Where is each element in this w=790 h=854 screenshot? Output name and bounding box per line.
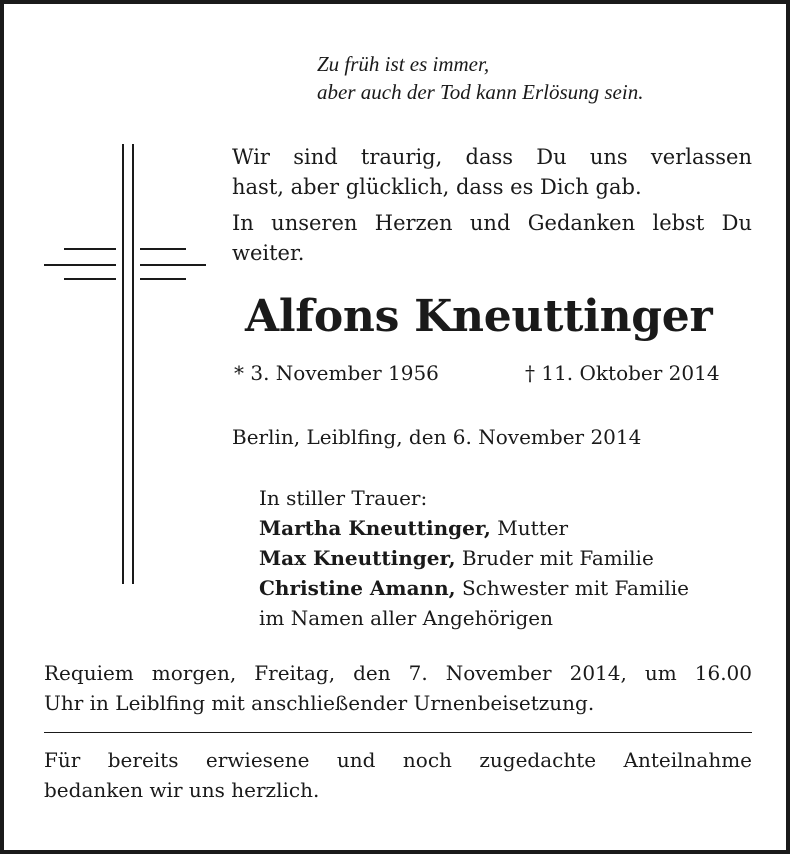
sentiment-1-line-2: hast, aber glücklich, dass es Dich gab.: [232, 175, 642, 199]
mourner-entry: [259, 573, 689, 603]
requiem-notice: [44, 658, 752, 718]
mourners-intro: In stiller Trauer:: [259, 486, 428, 510]
death-date: † 11. Oktober 2014: [525, 361, 720, 385]
deceased-name: Alfons Kneuttinger: [245, 291, 713, 342]
cross-icon: [44, 144, 206, 586]
mourners-closing: im Namen aller Angehörigen: [259, 606, 554, 630]
mourner-name: Martha Kneuttinger,: [259, 516, 491, 540]
sentiment-2-line-1: In unseren Herzen und Gedanken lebst Du: [232, 211, 752, 235]
mourner-entry: [259, 543, 689, 573]
sentiment-paragraph-1: [232, 142, 752, 202]
motto-line-1: Zu früh ist es immer,: [317, 52, 490, 76]
requiem-line-1: Requiem morgen, Freitag, den 7. November 2014, um 16.00: [44, 661, 752, 685]
thanks-notice: [44, 745, 752, 805]
divider: [44, 732, 752, 733]
mourner-entry: [259, 513, 689, 543]
motto-line-2: aber auch der Tod kann Erlösung sein.: [317, 80, 644, 104]
birth-date: * 3. November 1956: [234, 361, 439, 385]
motto: [317, 50, 643, 106]
mourner-relation: Mutter: [490, 516, 569, 540]
sentiment-2-line-2: weiter.: [232, 241, 305, 265]
mourner-relation: Bruder mit Familie: [455, 546, 654, 570]
mourners-list: [259, 483, 689, 633]
place-and-date: Berlin, Leiblfing, den 6. November 2014: [232, 425, 642, 449]
mourner-name: Christine Amann,: [259, 576, 456, 600]
thanks-line-1: Für bereits erwiesene und noch zugedachte Anteilnahme: [44, 748, 752, 772]
sentiment-1-line-1: Wir sind traurig, dass Du uns verlassen: [232, 145, 752, 169]
mourner-name: Max Kneuttinger,: [259, 546, 456, 570]
mourner-relation: Schwester mit Familie: [455, 576, 689, 600]
sentiment-paragraph-2: [232, 208, 752, 268]
thanks-line-2: bedanken wir uns herzlich.: [44, 778, 320, 802]
requiem-line-2: Uhr in Leiblfing mit anschließender Urnenbeisetzung.: [44, 691, 595, 715]
